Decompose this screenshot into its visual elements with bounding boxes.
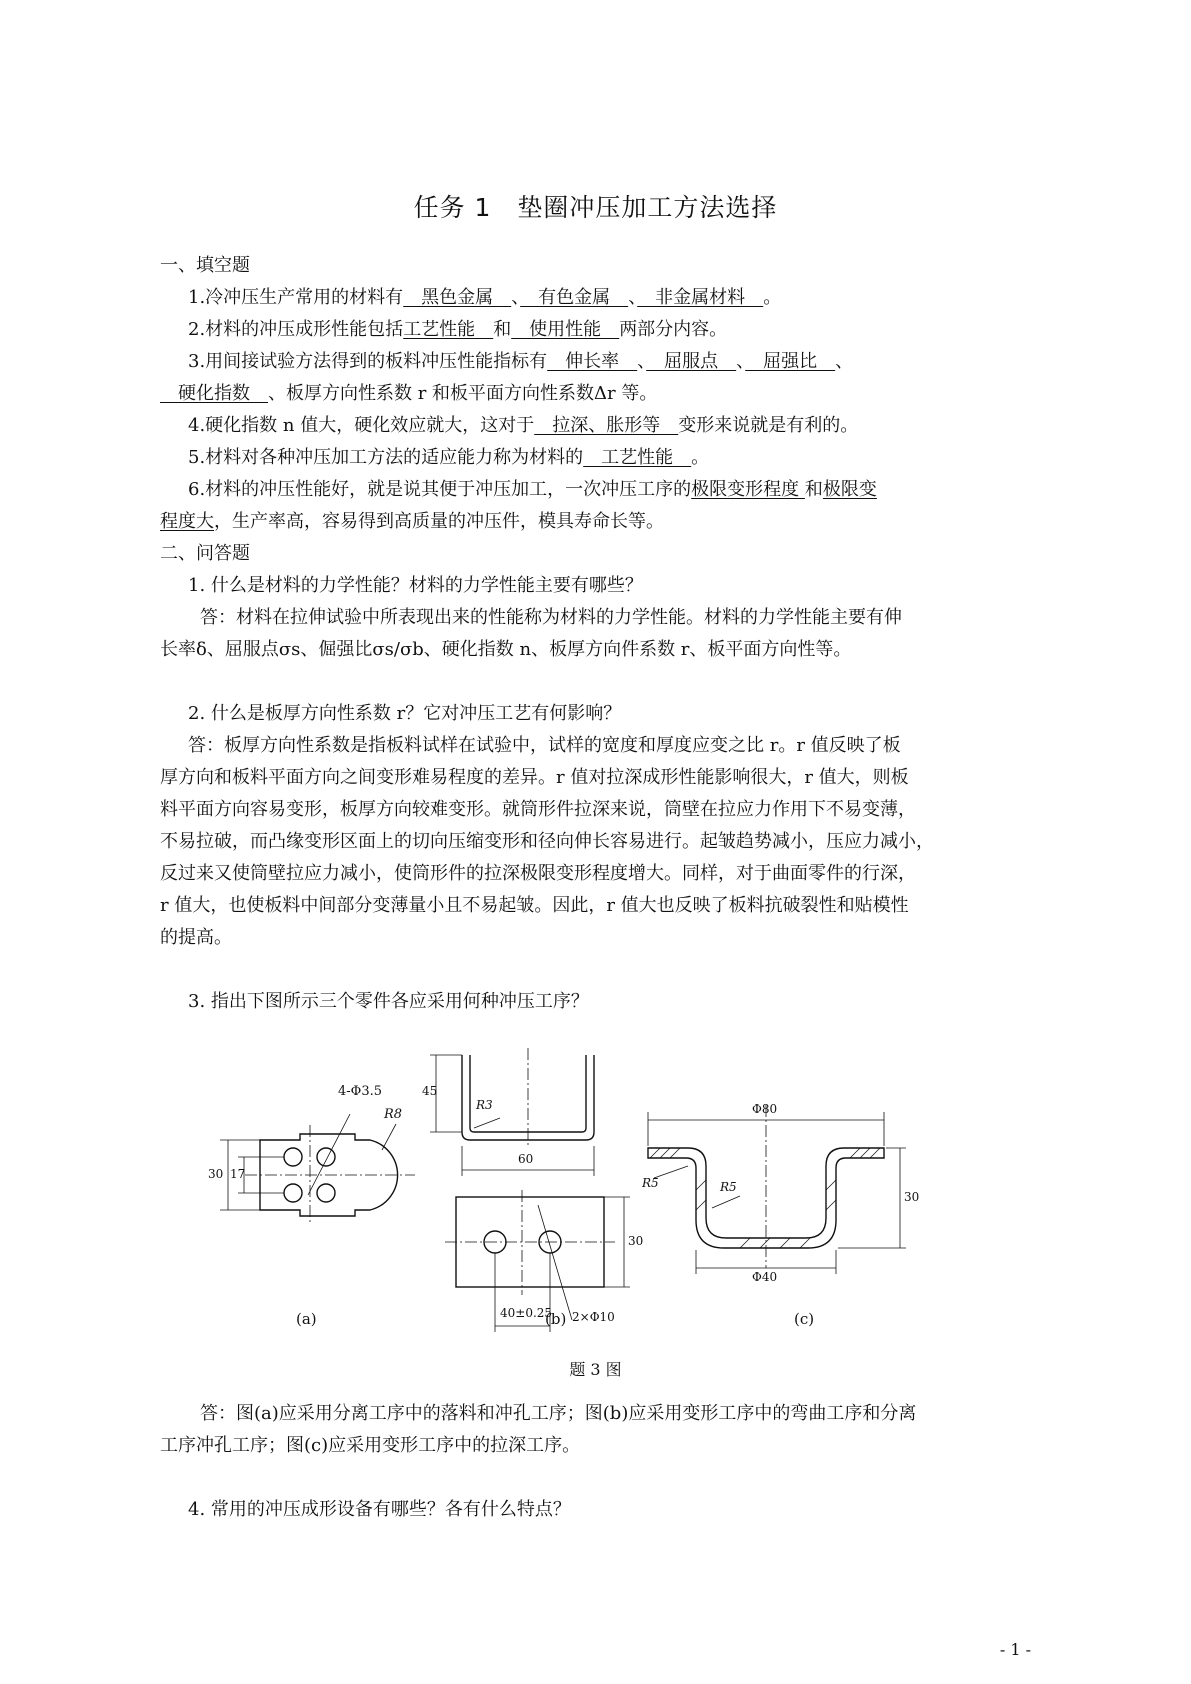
- section2-heading: 二、问答题: [160, 543, 250, 564]
- answer-blank: 工艺性能: [403, 319, 494, 340]
- dim-text: R8: [384, 1107, 403, 1122]
- answer-blank: 屈强比: [745, 351, 836, 372]
- answer-blank: 硬化指数: [160, 383, 268, 404]
- document-body: [160, 250, 1040, 1018]
- answer-blank: 屈服点: [646, 351, 737, 372]
- answer-blank: 极限变: [822, 479, 877, 500]
- dim-text: Φ40: [752, 1270, 778, 1284]
- fill-question-3-cont: 硬化指数 、板厚方向性系数 r 和板平面方向性系数Δr 等。: [160, 383, 658, 404]
- qa-answer-3-line: 答：图(a)应采用分离工序中的落料和冲孔工序；图(b)应采用变形工序中的弯曲工序和分离: [200, 1403, 917, 1424]
- answer-blank: 工艺性能: [583, 447, 692, 468]
- qa-question-3: 3. 指出下图所示三个零件各应采用何种冲压工序？: [188, 991, 589, 1012]
- qa-answer-2-line: 反过来又使筒壁拉应力减小，使筒形件的拉深极限变形程度增大。同样，对于曲面零件的行深，: [160, 863, 916, 884]
- qa-answer-2-line: 料平面方向容易变形，板厚方向较难变形。就筒形件拉深来说，筒壁在拉应力作用下不易变薄，: [160, 799, 916, 820]
- dim-text: 30: [628, 1234, 644, 1248]
- figure-label-c: (c): [794, 1310, 815, 1328]
- dim-text: R5: [642, 1176, 659, 1190]
- qa-answer-2-line: 不易拉破，而凸缘变形区面上的切向压缩变形和径向伸长容易进行。起皱趋势减小，压应力减小，: [160, 831, 934, 852]
- answer-blank: 极限变形程度: [691, 479, 805, 500]
- fill-question-2: 2.材料的冲压成形性能包括工艺性能 和 使用性能 两部分内容。: [188, 319, 728, 340]
- figure-caption: 题 3 图: [569, 1360, 622, 1379]
- part-c-drawing: [648, 1105, 906, 1274]
- qa-answer-3-line: 工序冲孔工序；图(c)应采用变形工序中的拉深工序。: [160, 1435, 581, 1456]
- dim-text: R3: [476, 1098, 493, 1112]
- dim-text: 40±0.25: [500, 1306, 553, 1320]
- fill-question-6: 6.材料的冲压性能好，就是说其便于冲压加工，一次冲压工序的极限变形程度 和极限变: [188, 479, 877, 500]
- dim-text: 60: [518, 1152, 534, 1166]
- figure-label-a: (a): [296, 1310, 317, 1328]
- qa-question-2: 2. 什么是板厚方向性系数 r？它对冲压工艺有何影响？: [188, 703, 622, 724]
- answer-blank: 拉深、胀形等: [534, 415, 679, 436]
- dim-text: 2×Φ10: [572, 1310, 615, 1324]
- answer-blank: 程度大: [160, 511, 214, 532]
- dim-text: R5: [720, 1180, 737, 1194]
- qa-question-1: 1. 什么是材料的力学性能？材料的力学性能主要有哪些？: [188, 575, 643, 596]
- dim-text: 45: [422, 1084, 438, 1098]
- dim-text: 30: [904, 1190, 920, 1204]
- qa-answer-2-line: 的提高。: [160, 927, 232, 948]
- parts-drawing: [200, 1040, 980, 1340]
- document-body-cont: [160, 1398, 1040, 1526]
- qa-answer-1-line: 答：材料在拉伸试验中所表现出来的性能称为材料的力学性能。材料的力学性能主要有伸: [200, 607, 902, 628]
- figure-label-b: (b): [545, 1310, 567, 1328]
- dim-text: 17: [230, 1167, 246, 1181]
- fill-question-3: 3.用间接试验方法得到的板料冲压性能指标有 伸长率 、 屈服点 、 屈强比 、: [188, 351, 854, 372]
- page-number: - 1 -: [999, 1640, 1031, 1659]
- qa-question-4: 4. 常用的冲压成形设备有哪些？各有什么特点？: [188, 1499, 571, 1520]
- answer-blank: 非金属材料: [637, 287, 764, 308]
- answer-blank: 伸长率: [547, 351, 638, 372]
- part-a-drawing: [220, 1114, 415, 1225]
- answer-blank: 黑色金属: [403, 287, 512, 308]
- qa-answer-2-line: 厚方向和板料平面方向之间变形难易程度的差异。r 值对拉深成形性能影响很大，r 值大，则板: [160, 767, 909, 788]
- qa-answer-1-line: 长率δ、屈服点σs、倔强比σs/σb、硬化指数 n、板厚方向件系数 r、板平面方向性等。: [160, 639, 852, 660]
- fill-question-4: 4.硬化指数 n 值大，硬化效应就大，这对于 拉深、胀形等 变形来说就是有利的。: [188, 415, 859, 436]
- fill-question-1: 1.冷冲压生产常用的材料有 黑色金属 、 有色金属 、 非金属材料 。: [188, 287, 782, 308]
- answer-blank: 使用性能: [511, 319, 620, 340]
- dim-text: 30: [208, 1167, 224, 1181]
- answer-blank: 有色金属: [520, 287, 629, 308]
- qa-answer-2-line: 答：板厚方向性系数是指板料试样在试验中，试样的宽度和厚度应变之比 r。r 值反映了板: [188, 735, 901, 756]
- fill-question-5: 5.材料对各种冲压加工方法的适应能力称为材料的 工艺性能 。: [188, 447, 710, 468]
- qa-answer-2-line: r 值大，也使板料中间部分变薄量小且不易起皱。因此，r 值大也反映了板料抗破裂性和贴模性: [160, 895, 909, 916]
- section1-heading: 一、填空题: [160, 255, 250, 276]
- dim-text: Φ80: [752, 1102, 778, 1116]
- fill-question-6-cont: 程度大，生产率高，容易得到高质量的冲压件，模具寿命长等。: [160, 511, 664, 532]
- page-title: 任务 1 垫圈冲压加工方法选择: [413, 193, 778, 222]
- part-b-drawing: [430, 1048, 630, 1332]
- dim-text: 4-Φ3.5: [338, 1084, 382, 1099]
- figure-parts: [200, 1040, 980, 1340]
